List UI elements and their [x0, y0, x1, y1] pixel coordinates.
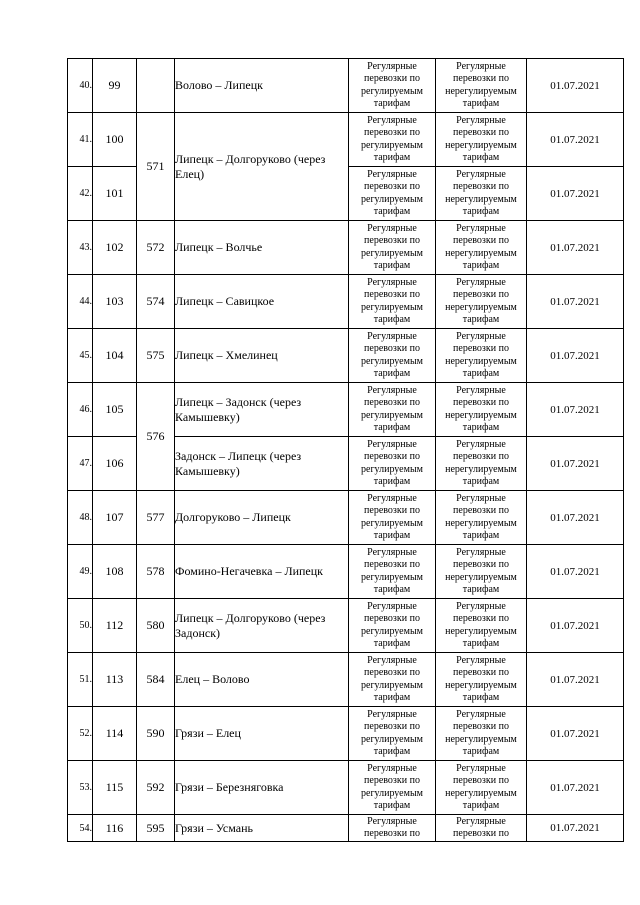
start-date-cell: 01.07.2021 — [527, 167, 624, 221]
route-name-cell: Волово – Липецк — [175, 59, 349, 113]
route-number-cell: 574 — [137, 275, 175, 329]
transport-type-cell: Регулярные перевозки по регулируемым тарифам — [349, 545, 436, 599]
route-number-cell: 590 — [137, 707, 175, 761]
row-index-cell: 43. — [68, 221, 93, 275]
registry-number-cell: 103 — [93, 275, 137, 329]
tariff-type-cell: Регулярные перевозки по нерегулируемым тарифам — [436, 653, 527, 707]
table-row — [68, 815, 624, 842]
transport-type-cell: Регулярные перевозки по регулируемым тарифам — [349, 59, 436, 113]
table-row — [68, 275, 624, 329]
transport-type-cell: Регулярные перевозки по регулируемым тарифам — [349, 653, 436, 707]
start-date-cell: 01.07.2021 — [527, 599, 624, 653]
routes-table-body — [68, 59, 624, 842]
route-name-cell: Липецк – Савицкое — [175, 275, 349, 329]
table-row — [68, 329, 624, 383]
row-index-cell: 46. — [68, 383, 93, 437]
row-index-cell: 45. — [68, 329, 93, 383]
row-index-cell: 44. — [68, 275, 93, 329]
start-date-cell: 01.07.2021 — [527, 491, 624, 545]
row-index-cell: 50. — [68, 599, 93, 653]
start-date-cell: 01.07.2021 — [527, 815, 624, 842]
transport-type-cell: Регулярные перевозки по регулируемым тарифам — [349, 275, 436, 329]
table-row — [68, 383, 624, 437]
registry-number-cell: 107 — [93, 491, 137, 545]
tariff-type-cell: Регулярные перевозки по нерегулируемым тарифам — [436, 707, 527, 761]
registry-number-cell: 106 — [93, 437, 137, 491]
tariff-type-cell: Регулярные перевозки по нерегулируемым тарифам — [436, 437, 527, 491]
tariff-type-cell: Регулярные перевозки по нерегулируемым тарифам — [436, 221, 527, 275]
registry-number-cell: 113 — [93, 653, 137, 707]
row-index-cell: 49. — [68, 545, 93, 599]
row-index-cell: 40. — [68, 59, 93, 113]
table-row — [68, 59, 624, 113]
tariff-type-cell: Регулярные перевозки по нерегулируемым тарифам — [436, 167, 527, 221]
route-number-cell: 592 — [137, 761, 175, 815]
route-number-cell: 571 — [137, 113, 175, 221]
route-name-cell: Задонск – Липецк (через Камышевку) — [175, 437, 349, 491]
transport-type-cell: Регулярные перевозки по регулируемым тарифам — [349, 329, 436, 383]
route-number-cell: 577 — [137, 491, 175, 545]
tariff-type-cell: Регулярные перевозки по нерегулируемым тарифам — [436, 329, 527, 383]
route-name-cell: Долгоруково – Липецк — [175, 491, 349, 545]
table-row — [68, 545, 624, 599]
route-name-cell: Липецк – Хмелинец — [175, 329, 349, 383]
route-number-cell: 595 — [137, 815, 175, 842]
transport-type-cell: Регулярные перевозки по регулируемым тарифам — [349, 707, 436, 761]
tariff-type-cell: Регулярные перевозки по нерегулируемым тарифам — [436, 383, 527, 437]
route-number-cell: 578 — [137, 545, 175, 599]
route-name-cell: Липецк – Волчье — [175, 221, 349, 275]
tariff-type-cell: Регулярные перевозки по нерегулируемым тарифам — [436, 275, 527, 329]
row-index-cell: 52. — [68, 707, 93, 761]
table-row — [68, 653, 624, 707]
transport-type-cell: Регулярные перевозки по регулируемым тарифам — [349, 113, 436, 167]
route-number-cell: 576 — [137, 383, 175, 491]
table-row — [68, 113, 624, 167]
route-name-cell: Липецк – Долгоруково (через Задонск) — [175, 599, 349, 653]
registry-number-cell: 108 — [93, 545, 137, 599]
registry-number-cell: 101 — [93, 167, 137, 221]
route-number-cell: 575 — [137, 329, 175, 383]
route-number-cell: 584 — [137, 653, 175, 707]
route-number-cell — [137, 59, 175, 113]
start-date-cell: 01.07.2021 — [527, 383, 624, 437]
route-number-cell: 580 — [137, 599, 175, 653]
table-row — [68, 599, 624, 653]
registry-number-cell: 99 — [93, 59, 137, 113]
registry-number-cell: 112 — [93, 599, 137, 653]
start-date-cell: 01.07.2021 — [527, 329, 624, 383]
tariff-type-cell: Регулярные перевозки по нерегулируемым тарифам — [436, 545, 527, 599]
transport-type-cell: Регулярные перевозки по регулируемым тарифам — [349, 491, 436, 545]
tariff-type-cell: Регулярные перевозки по нерегулируемым тарифам — [436, 491, 527, 545]
registry-number-cell: 116 — [93, 815, 137, 842]
route-name-cell: Липецк – Задонск (через Камышевку) — [175, 383, 349, 437]
tariff-type-cell: Регулярные перевозки по нерегулируемым тарифам — [436, 113, 527, 167]
row-index-cell: 54. — [68, 815, 93, 842]
row-index-cell: 42. — [68, 167, 93, 221]
start-date-cell: 01.07.2021 — [527, 59, 624, 113]
start-date-cell: 01.07.2021 — [527, 761, 624, 815]
route-name-cell: Грязи – Усмань — [175, 815, 349, 842]
registry-number-cell: 104 — [93, 329, 137, 383]
route-name-cell: Фомино-Негачевка – Липецк — [175, 545, 349, 599]
routes-table — [67, 58, 624, 842]
tariff-type-cell: Регулярные перевозки по нерегулируемым тарифам — [436, 59, 527, 113]
row-index-cell: 47. — [68, 437, 93, 491]
table-row — [68, 761, 624, 815]
table-row — [68, 491, 624, 545]
row-index-cell: 51. — [68, 653, 93, 707]
transport-type-cell: Регулярные перевозки по регулируемым тарифам — [349, 383, 436, 437]
start-date-cell: 01.07.2021 — [527, 437, 624, 491]
registry-number-cell: 105 — [93, 383, 137, 437]
row-index-cell: 48. — [68, 491, 93, 545]
tariff-type-cell: Регулярные перевозки по нерегулируемым тарифам — [436, 761, 527, 815]
row-index-cell: 53. — [68, 761, 93, 815]
start-date-cell: 01.07.2021 — [527, 221, 624, 275]
table-row — [68, 221, 624, 275]
route-name-cell: Елец – Волово — [175, 653, 349, 707]
registry-number-cell: 100 — [93, 113, 137, 167]
start-date-cell: 01.07.2021 — [527, 545, 624, 599]
start-date-cell: 01.07.2021 — [527, 653, 624, 707]
start-date-cell: 01.07.2021 — [527, 707, 624, 761]
route-name-cell: Липецк – Долгоруково (через Елец) — [175, 113, 349, 221]
transport-type-cell: Регулярные перевозки по — [349, 815, 436, 842]
transport-type-cell: Регулярные перевозки по регулируемым тарифам — [349, 761, 436, 815]
transport-type-cell: Регулярные перевозки по регулируемым тарифам — [349, 167, 436, 221]
transport-type-cell: Регулярные перевозки по регулируемым тарифам — [349, 437, 436, 491]
registry-number-cell: 114 — [93, 707, 137, 761]
transport-type-cell: Регулярные перевозки по регулируемым тарифам — [349, 221, 436, 275]
tariff-type-cell: Регулярные перевозки по нерегулируемым тарифам — [436, 599, 527, 653]
route-name-cell: Грязи – Елец — [175, 707, 349, 761]
tariff-type-cell: Регулярные перевозки по — [436, 815, 527, 842]
route-number-cell: 572 — [137, 221, 175, 275]
start-date-cell: 01.07.2021 — [527, 113, 624, 167]
registry-number-cell: 102 — [93, 221, 137, 275]
registry-number-cell: 115 — [93, 761, 137, 815]
transport-type-cell: Регулярные перевозки по регулируемым тарифам — [349, 599, 436, 653]
row-index-cell: 41. — [68, 113, 93, 167]
start-date-cell: 01.07.2021 — [527, 275, 624, 329]
route-name-cell: Грязи – Березняговка — [175, 761, 349, 815]
table-row — [68, 707, 624, 761]
